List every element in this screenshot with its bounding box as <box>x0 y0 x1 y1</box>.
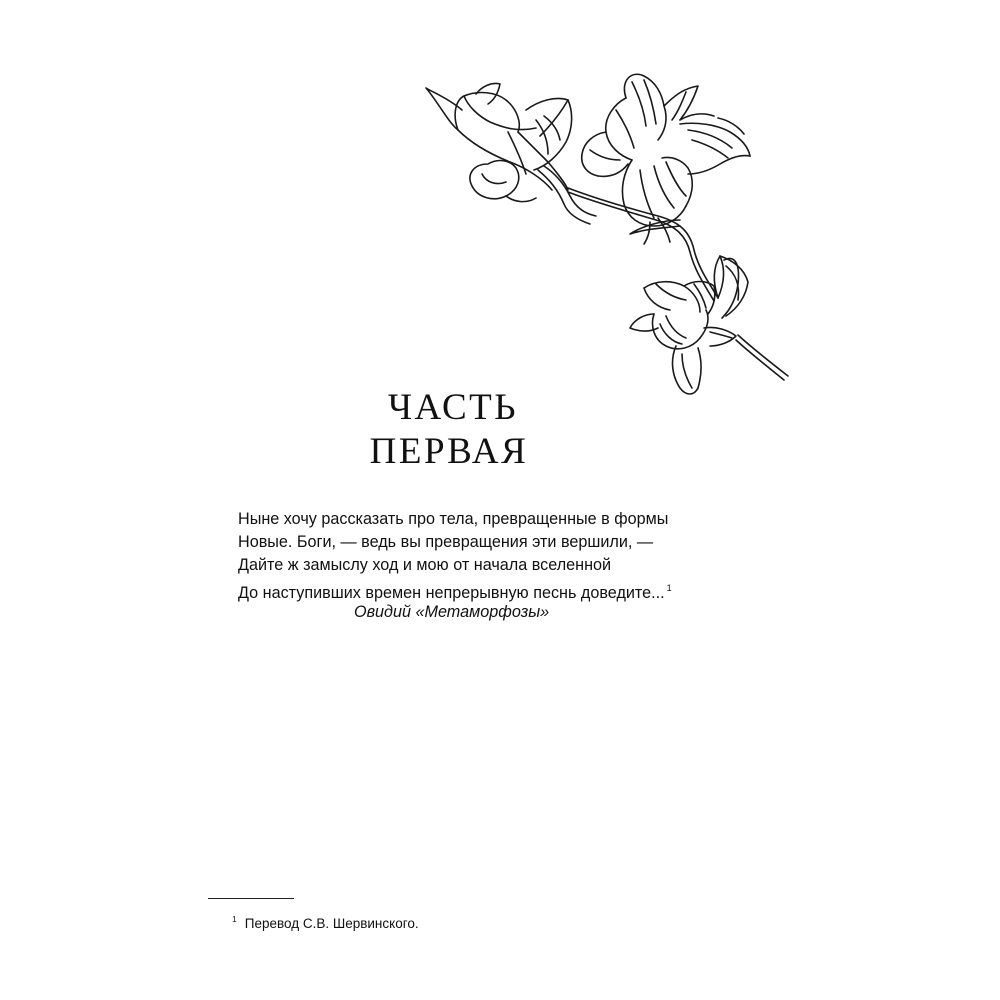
footnote-marker: 1 <box>232 914 237 924</box>
epigraph-line: Ныне хочу рассказать про тела, превращенные в формы <box>238 510 669 528</box>
epigraph <box>238 508 698 605</box>
footnote-text: Перевод С.В. Шервинского. <box>244 916 419 931</box>
part-title <box>300 386 600 474</box>
epigraph-line-last <box>238 577 698 605</box>
footnote-divider <box>208 898 294 899</box>
epigraph-line: Дайте ж замыслу ход и мою от начала вселенной <box>238 556 612 574</box>
part-title-line-2: ПЕРВАЯ <box>369 431 529 472</box>
epigraph-line-text: До наступивших времен непрерывную песнь доведите... <box>238 584 665 602</box>
epigraph-attribution <box>354 603 549 622</box>
epigraph-work: «Метаморфозы» <box>415 603 550 621</box>
epigraph-line: Новые. Боги, — ведь вы превращения эти вершили, — <box>238 533 654 551</box>
epigraph-author: Овидий <box>354 603 411 621</box>
footnote-reference[interactable]: 1 <box>666 583 672 593</box>
iris-flower-illustration <box>418 70 790 400</box>
footnote <box>232 914 419 931</box>
part-title-line-1: ЧАСТЬ <box>388 387 518 428</box>
